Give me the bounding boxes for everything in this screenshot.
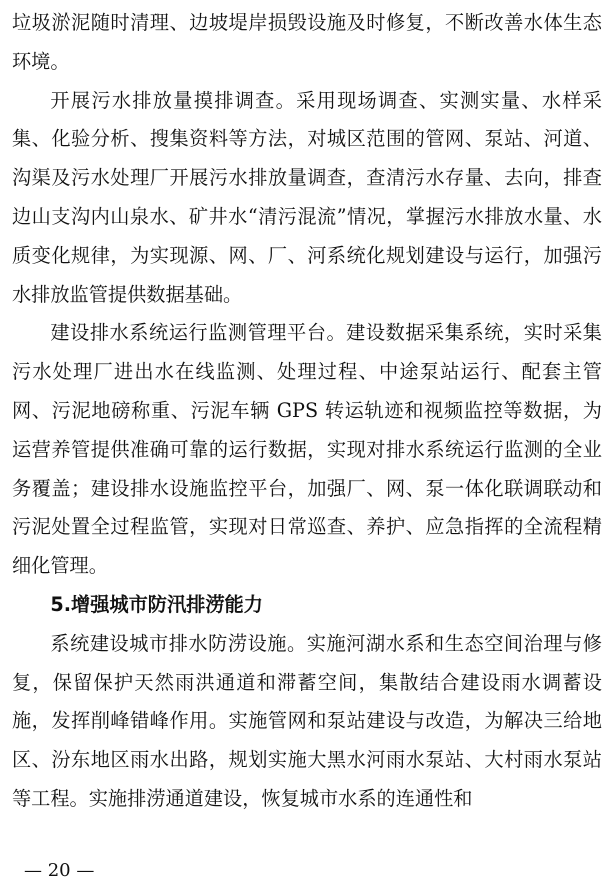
section-heading-flood-control: 5.增强城市防汛排涝能力: [50, 592, 263, 616]
paragraph-continuation: 垃圾淤泥随时清理、边坡堤岸损毁设施及时修复，不断改善水体生态环境。: [12, 11, 602, 73]
paragraph-sewage-survey: 开展污水排放量摸排调查。采用现场调查、实测实量、水样采集、化验分析、搜集资料等方法，对城区范围的管网、泵站、河道、沟渠及污水处理厂开展污水排放量调查，查清污水存量、去向，排查边山支沟内山泉水、矿井水“清污混流”情况，掌握污水排放水量、水质变化规律，为实现源、网、厂、河系统化规划建设与运行，加强污水排放监管提供数据基础。: [12, 88, 602, 306]
paragraph-monitoring-platform: 建设排水系统运行监测管理平台。建设数据采集系统，实时采集污水处理厂进出水在线监测、处理过程、中途泵站运行、配套主管网、污泥地磅称重、污泥车辆 GPS 转运轨迹和视频监控等数据，为运营养管提供准确可靠的运行数据，实现对排水系统运行监测的全业务覆盖；建设排水设施监控平台，加强厂、网、泵一体化联调联动和污泥处置全过程监管，实现对日常巡查、养护、应急指挥的全流程精细化管理。: [12, 321, 602, 578]
document-page: [12, 4, 602, 819]
paragraph-drainage-facilities: 系统建设城市排水防涝设施。实施河湖水系和生态空间治理与修复，保留保护天然雨洪通道和滞蓄空间，集散结合建设雨水调蓄设施，发挥削峰错峰作用。实施管网和泵站建设与改造，为解决三给地区、汾东地区雨水出路，规划实施大黑水河雨水泵站、大村雨水泵站等工程。实施排涝通道建设，恢复城市水系的连通性和: [12, 631, 602, 810]
page-number: — 20 —: [24, 860, 95, 881]
